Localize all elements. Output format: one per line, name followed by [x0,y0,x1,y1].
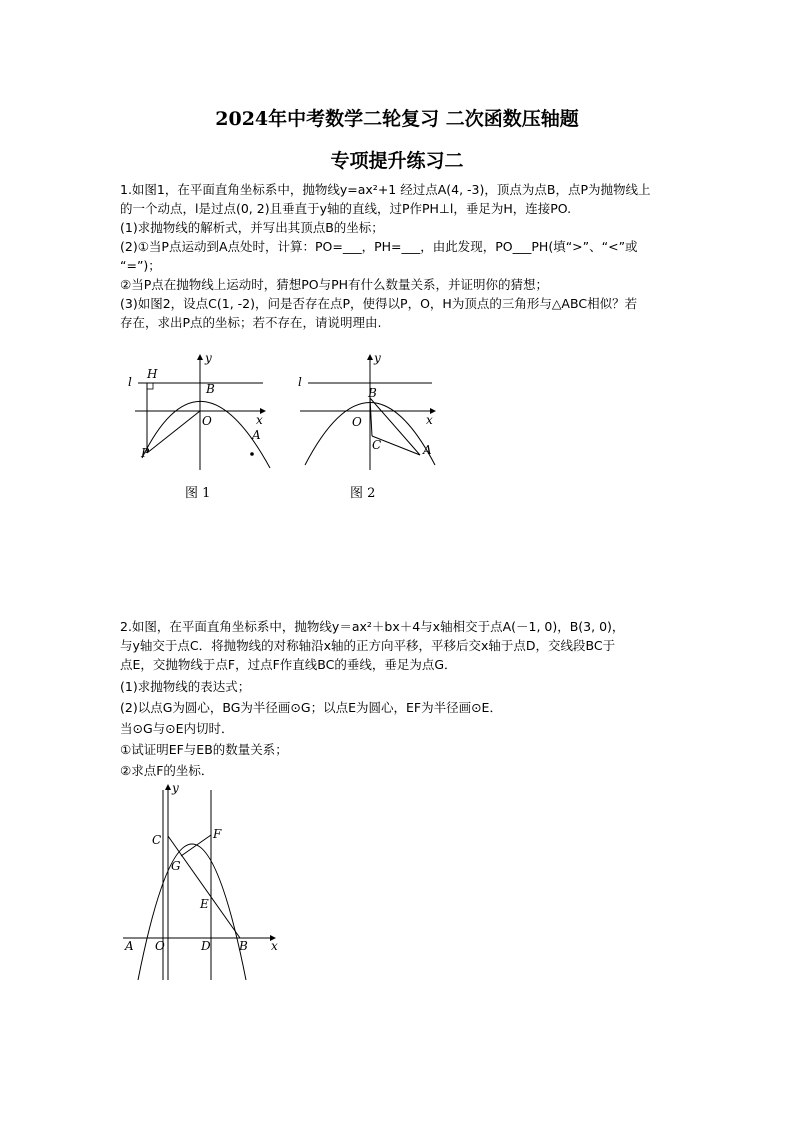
label-y: y [172,781,179,795]
q2-line: 当⊙G与⊙E内切时． [120,721,234,736]
label-f: F [213,827,222,841]
label-b: B [239,939,248,953]
q2-line: 与y轴交于点C．将抛物线的对称轴沿x轴的正方向平移，平移后交x轴于点D，交线段BC于 [120,638,616,653]
label-c: C [152,833,162,847]
figure-1 [120,350,280,475]
figure-2-caption: 图 2 [350,486,376,501]
q2-line: ②求点F的坐标． [120,763,214,778]
q1-line: (1)求抛物线的解析式，并写出其顶点B的坐标； [120,220,384,235]
label-h: H [147,367,158,381]
label-d: D [201,939,211,953]
q2-line: ①试证明EF与EB的数量关系； [120,742,288,757]
point-a [250,452,254,456]
label-b: B [368,386,377,400]
q1-line: (2)①当P点运动到A点处时，计算：PO=___，PH=___，由此发现，PO___PH(填“>”、“<”或 [120,239,638,254]
q1-line: (3)如图2，设点C(1, -2)，问是否存在点P，使得以P，O，H为顶点的三角形与△ABC相似？若 [120,296,638,311]
q2-line: 2.如图，在平面直角坐标系中，抛物线y＝ax²＋bx＋4与x轴相交于点A(－1, 0)，B(3, 0)， [120,619,625,634]
q2-line: (1)求抛物线的表达式； [120,679,251,694]
right-angle-mark [147,383,153,389]
label-a: A [252,428,261,442]
label-o: O [352,415,362,429]
label-y: y [374,351,381,365]
label-o: O [202,414,212,428]
label-a: A [125,939,134,953]
segment-po [147,411,200,453]
label-c: C [372,438,382,452]
q1-line: 存在，求出P点的坐标；若不存在，请说明理由. [120,315,382,330]
label-x: x [426,413,433,427]
figure-3 [115,780,285,985]
q1-line: 的一个动点，l是过点(0, 2)且垂直于y轴的直线，过P作PH⊥l，垂足为H，连接PO. [120,201,572,216]
label-x: x [271,939,278,953]
label-e: E [200,897,209,911]
figure-1-caption: 图 1 [185,486,211,501]
label-y: y [205,351,212,365]
q2-line: 点E，交抛物线于点F，过点F作直线BC的垂线，垂足为点G． [120,657,457,672]
label-g: G [171,859,181,873]
label-x: x [256,413,263,427]
q2-line: (2)以点G为圆心，BG为半径画⊙G；以点E为圆心，EF为半径画⊙E． [120,700,502,715]
label-p: P [141,446,150,460]
page-title: 2024年中考数学二轮复习 二次函数压轴题 [215,108,579,130]
q1-line: 1.如图1，在平面直角坐标系中，抛物线y=ax²+1 经过点A(4, -3)，顶点为点B，点P为抛物线上 [120,182,651,197]
label-o: O [155,939,165,953]
label-l: l [298,375,302,389]
page-subtitle: 专项提升练习二 [330,150,464,172]
q1-line: ②当P点在抛物线上运动时，猜想PO与PH有什么数量关系，并证明你的猜想； [120,277,549,292]
label-b: B [206,382,215,396]
label-l: l [128,375,132,389]
figure-2 [290,350,450,475]
q1-line: “=”)； [120,258,161,273]
label-a: A [423,443,432,457]
parabola [138,844,246,980]
